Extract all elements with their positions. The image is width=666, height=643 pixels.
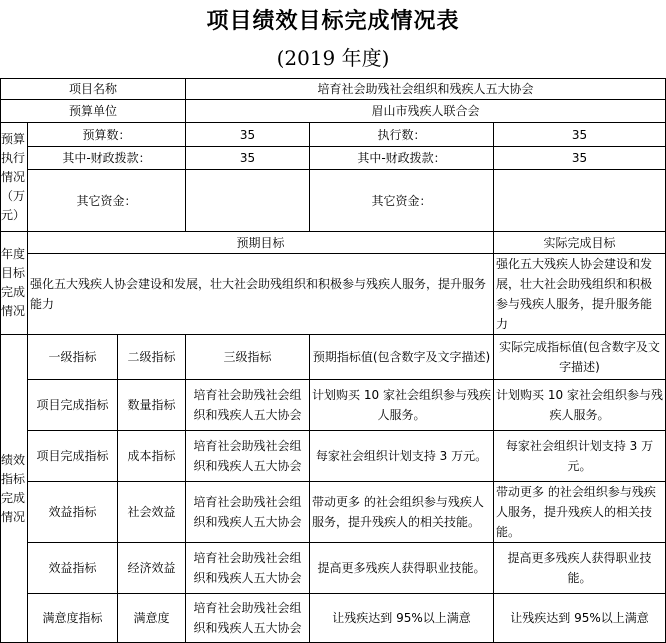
annual-goal-header-row (1, 232, 666, 254)
indicator-level3: 培育社会助残社会组织和残疾人五大协会 (186, 431, 310, 482)
fiscal-exec-value: 35 (494, 147, 666, 170)
performance-table (0, 78, 666, 643)
other-funds-value (186, 170, 310, 232)
other-funds-row (1, 170, 666, 232)
budget-unit-value: 眉山市残疾人联合会 (186, 100, 666, 123)
annual-goal-section-label: 年度目标完成情况 (1, 232, 28, 335)
indicator-row (1, 380, 666, 431)
budget-section-label: 预算执行情况（万元） (1, 123, 28, 232)
other-funds-label: 其它资金： (28, 170, 186, 232)
fiscal-budget-label: 其中-财政拨款： (28, 147, 186, 170)
budget-amount-value: 35 (186, 123, 310, 147)
header-expected: 预期指标值(包含数字及文字描述) (310, 335, 494, 380)
report-year: (2019 年度) (276, 46, 390, 70)
budget-unit-row (1, 100, 666, 123)
budget-amount-label: 预算数： (28, 123, 186, 147)
report-title: 项目绩效目标完成情况表 (206, 9, 460, 34)
indicator-level3: 培育社会助残社会组织和残疾人五大协会 (186, 543, 310, 594)
indicator-level1: 效益指标 (28, 543, 118, 594)
indicator-level2: 经济效益 (118, 543, 186, 594)
indicator-header-row (1, 335, 666, 380)
indicator-row (1, 543, 666, 594)
indicator-row (1, 482, 666, 543)
indicator-expected: 提高更多残疾人获得职业技能。 (310, 543, 494, 594)
indicator-level3: 培育社会助残社会组织和残疾人五大协会 (186, 594, 310, 643)
project-name-row (1, 79, 666, 100)
indicator-level1: 项目完成指标 (28, 431, 118, 482)
performance-section-label: 绩效指标完成情况 (1, 335, 28, 643)
expected-goal-text: 强化五大残疾人协会建设和发展，壮大社会助残组织和积极参与残疾人服务，提升服务能力 (28, 254, 494, 335)
actual-goal-header: 实际完成目标 (494, 232, 666, 254)
fiscal-exec-label: 其中-财政拨款： (310, 147, 494, 170)
header-actual: 实际完成指标值(包含数字及文字描述) (494, 335, 666, 380)
exec-amount-value: 35 (494, 123, 666, 147)
indicator-actual: 提高更多残疾人获得职业技能。 (494, 543, 666, 594)
header-level2: 二级指标 (118, 335, 186, 380)
exec-amount-label: 执行数： (310, 123, 494, 147)
indicator-level1: 满意度指标 (28, 594, 118, 643)
indicator-level3: 培育社会助残社会组织和残疾人五大协会 (186, 482, 310, 543)
indicator-actual: 带动更多 的社会组织参与残疾人服务，提升残疾人的相关技能。 (494, 482, 666, 543)
header-level3: 三级指标 (186, 335, 310, 380)
budget-unit-label: 预算单位 (1, 100, 186, 123)
fiscal-row (1, 147, 666, 170)
indicator-level1: 效益指标 (28, 482, 118, 543)
actual-goal-text: 强化五大残疾人协会建设和发展，壮大社会助残组织和积极参与残疾人服务，提升服务能力 (494, 254, 666, 335)
indicator-actual: 让残疾达到 95%以上满意 (494, 594, 666, 643)
indicator-expected: 让残疾达到 95%以上满意 (310, 594, 494, 643)
budget-row (1, 123, 666, 147)
expected-goal-header: 预期目标 (28, 232, 494, 254)
indicator-row (1, 431, 666, 482)
indicator-level2: 满意度 (118, 594, 186, 643)
indicator-expected: 每家社会组织计划支持 3 万元。 (310, 431, 494, 482)
indicator-level1: 项目完成指标 (28, 380, 118, 431)
header-level1: 一级指标 (28, 335, 118, 380)
other-exec-label: 其它资金： (310, 170, 494, 232)
indicator-level2: 数量指标 (118, 380, 186, 431)
indicator-level2: 成本指标 (118, 431, 186, 482)
indicator-expected: 带动更多 的社会组织参与残疾人服务，提升残疾人的相关技能。 (310, 482, 494, 543)
indicator-actual: 计划购买 10 家社会组织参与残疾人服务。 (494, 380, 666, 431)
indicator-level2: 社会效益 (118, 482, 186, 543)
indicator-level3: 培育社会助残社会组织和残疾人五大协会 (186, 380, 310, 431)
indicator-row (1, 594, 666, 643)
other-exec-value (494, 170, 666, 232)
annual-goal-text-row (1, 254, 666, 335)
indicator-expected: 计划购买 10 家社会组织参与残疾人服务。 (310, 380, 494, 431)
project-name-value: 培育社会助残社会组织和残疾人五大协会 (186, 79, 666, 100)
project-name-label: 项目名称 (1, 79, 186, 100)
fiscal-budget-value: 35 (186, 147, 310, 170)
indicator-actual: 每家社会组织计划支持 3 万元。 (494, 431, 666, 482)
